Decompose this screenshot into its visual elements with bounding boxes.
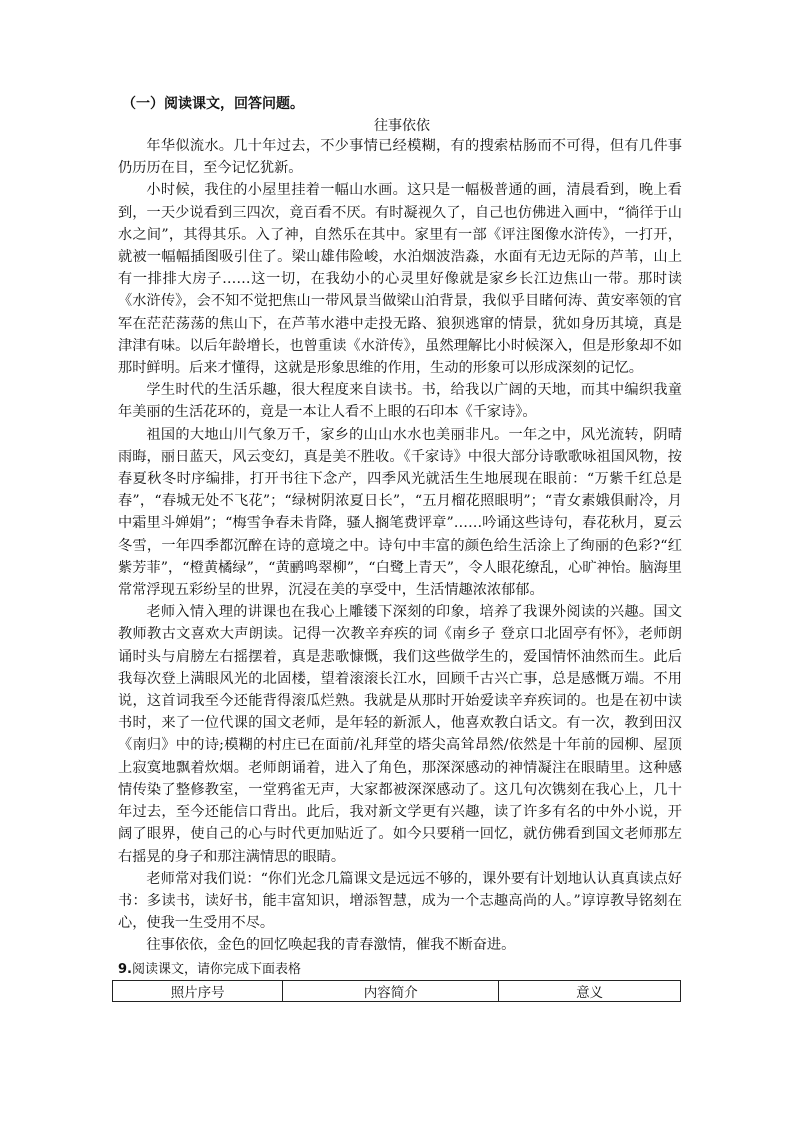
article-paragraph: 往事依依，金色的回忆唤起我的青春激情，催我不断奋进。 <box>146 937 516 954</box>
table-header-meaning: 意义 <box>499 980 681 1001</box>
article-paragraph: 老师常对我们说：“你们光念几篇课文是远远不够的，课外要有计划地认认真真读点好书：多读书，读好书，能丰富知识，增添智慧，成为一个志趣高尚的人。”谆谆教导铭刻在心，使我一生受用不尽。 <box>118 870 682 932</box>
question-number: 9. <box>118 961 132 977</box>
answer-table <box>112 980 681 1002</box>
question-9 <box>118 961 682 979</box>
article-paragraph: 学生时代的生活乐趣，很大程度来自读书。书，给我以广阔的天地，而其中编织我童年美丽的生活花环的，竟是一本让人看不上眼的石印本《千家诗》。 <box>118 382 682 421</box>
article-paragraph: 年华似流水。几十年过去，不少事情已经模糊，有的搜索枯肠而不可得，但有几件事仍历历在目，至今记忆犹新。 <box>118 138 682 177</box>
article-body <box>118 135 682 957</box>
question-text: 阅读课文，请你完成下面表格 <box>131 961 301 977</box>
article-title: 往事依依 <box>374 118 430 134</box>
table-header-photo-number: 照片序号 <box>113 980 283 1001</box>
article-paragraph: 小时候，我住的小屋里挂着一幅山水画。这只是一幅极普通的画，清晨看到，晚上看到，一天少说看到三四次，竟百看不厌。有时凝视久了，自己也仿佛进入画中，“徜徉于山水之间”，其得其乐。入了神，自然乐在其中。家里有一部《评注图像水浒传》，一打开，就被一幅幅插图吸引住了。梁山雄伟险峻，水泊烟波浩淼，水面有无边无际的芦苇，山上有一排排大房子……这一切，在我幼小的心灵里好像就是家乡长江边焦山一带。那时读《水浒传》，会不知不觉把焦山一带风景当做梁山泊背景，我似乎目睹何涛、黄安率领的官军在茫茫荡荡的焦山下，在芦苇水港中走投无路、狼狈逃窜的情景，犹如身历其境，真是津津有味。以后年龄增长，也曾重读《水浒传》，虽然理解比小时候深入，但是形象却不如那时鲜明。后来才懂得，这就是形象思维的作用，生动的形象可以形成深刻的记忆。 <box>118 182 682 377</box>
document-page <box>118 95 682 1002</box>
article-paragraph: 老师入情入理的讲课也在我心上雕镂下深刻的印象，培养了我课外阅读的兴趣。国文教师教古文喜欢大声朗读。记得一次教辛弃疾的词《南乡子 登京口北固亭有怀》，老师朗诵时头与肩膀左右摇摆着，真是悲歌慷慨，我们这些做学生的，爱国情怀油然而生。此后我每次登上满眼风光的北固楼，望着滚滚长江水，回顾千古兴亡事，总是感慨万端。不用说，这首词我至今还能背得滚瓜烂熟。我就是从那时开始爱读辛弃疾词的。也是在初中读书时，来了一位代课的国文老师，是年轻的新派人，他喜欢教白话文。有一次，教到田汉《南归》中的诗;模糊的村庄已在面前/礼拜堂的塔尖高耸昂然/依然是十年前的园柳、屋顶上寂寞地飘着炊烟。老师朗诵着，进入了角色，那深深感动的神情凝注在眼睛里。这种感情传染了整修教室，一堂鸦雀无声，大家都被深深感动了。这几句次镌刻在我心上，几十年过去，至今还能信口背出。此后，我对新文学更有兴趣，读了许多有名的中外小说，开阔了眼界，使自己的心与时代更加贴近了。如今只要稍一回忆，就仿佛看到国文老师那左右摇晃的身子和那注满情思的眼睛。 <box>118 604 682 865</box>
table-header-summary: 内容简介 <box>283 980 499 1001</box>
section-heading: （一）阅读课文，回答问题。 <box>122 96 304 112</box>
article-paragraph: 祖国的大地山川气象万千，家乡的山山水水也美丽非凡。一年之中，风光流转，阴晴雨晦，丽日蓝天，风云变幻，真是美不胜收。《千家诗》中很大部分诗歌歌咏祖国风物，按春夏秋冬时序编排，打开书往下念产，四季风光就活生生地展现在眼前：“万紫千红总是春”，“春城无处不飞花”；“绿树阴浓夏日长”，“五月榴花照眼明”；“青女素娥俱耐冷，月中霜里斗婵娟”；“梅雪争春未肯降，骚人搁笔费评章”……吟诵这些诗句，春花秋月，夏云冬雪，一年四季都沉醉在诗的意境之中。诗句中丰富的颜色给生活涂上了绚丽的色彩?“红紫芳菲”，“橙黄橘绿”，“黄鹂鸣翠柳”，“白鹭上青天”，令人眼花缭乱，心旷神怡。脑海里常常浮现五彩纷呈的世界，沉浸在美的享受中，生活情趣浓浓郁郁。 <box>118 426 682 599</box>
table-header-row <box>113 980 681 1001</box>
